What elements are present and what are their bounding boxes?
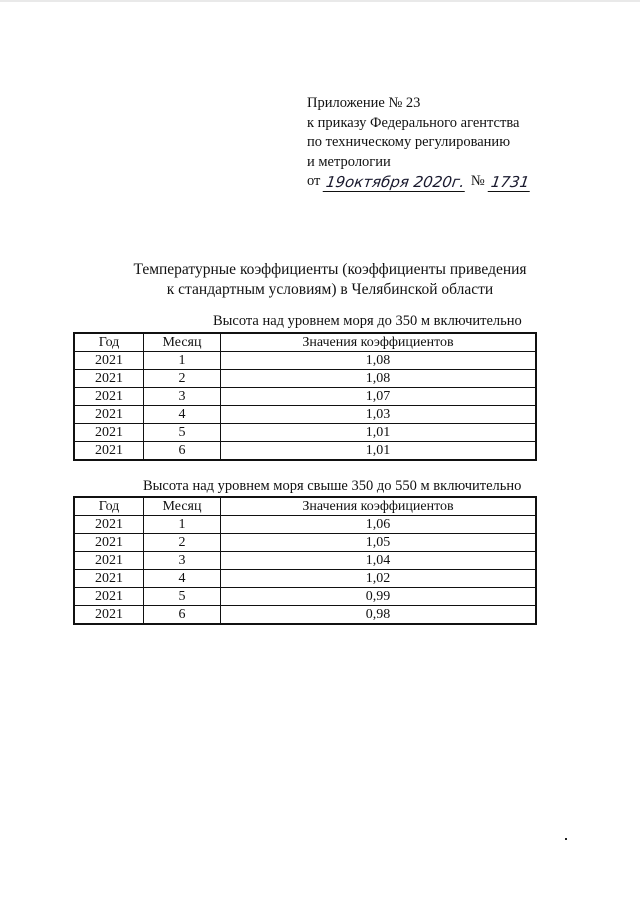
cell-month: 2 xyxy=(144,370,221,388)
handwritten-date: 19октября 2020г. xyxy=(323,173,468,192)
appendix-line-3: по техническому регулированию xyxy=(307,134,511,150)
table-row xyxy=(74,352,536,370)
table-row xyxy=(74,406,536,424)
cell-year: 2021 xyxy=(74,570,144,588)
table-row xyxy=(74,606,536,625)
number-label: № xyxy=(470,173,485,189)
header-month: Месяц xyxy=(144,333,221,352)
header-month: Месяц xyxy=(144,497,221,516)
from-label: от xyxy=(307,173,321,189)
cell-year: 2021 xyxy=(74,552,144,570)
table-row xyxy=(74,424,536,442)
header-value: Значения коэффициентов xyxy=(221,333,537,352)
coefficients-table-1 xyxy=(73,332,537,461)
cell-month: 3 xyxy=(144,388,221,406)
handwritten-order-number: 1731 xyxy=(487,173,532,192)
cell-month: 1 xyxy=(144,516,221,534)
cell-year: 2021 xyxy=(74,388,144,406)
cell-value: 1,03 xyxy=(221,406,537,424)
table-row xyxy=(74,516,536,534)
table-header-row xyxy=(74,333,536,352)
scan-top-edge xyxy=(0,0,640,2)
cell-year: 2021 xyxy=(74,516,144,534)
header-year: Год xyxy=(74,333,144,352)
cell-value: 1,01 xyxy=(221,442,537,461)
title-line-2: к стандартным условиям) в Челябинской области xyxy=(166,281,494,298)
cell-month: 2 xyxy=(144,534,221,552)
header-year: Год xyxy=(74,497,144,516)
appendix-line-2: к приказу Федерального агентства xyxy=(307,114,520,131)
cell-year: 2021 xyxy=(74,534,144,552)
cell-month: 5 xyxy=(144,424,221,442)
table-row xyxy=(74,552,536,570)
scan-speck xyxy=(565,838,567,840)
cell-month: 6 xyxy=(144,442,221,461)
table-2-caption: Высота над уровнем моря свыше 350 до 550 м включительно xyxy=(143,478,522,494)
cell-value: 1,01 xyxy=(221,424,537,442)
table-row xyxy=(74,534,536,552)
cell-year: 2021 xyxy=(74,588,144,606)
title-line-1: Температурные коэффициенты (коэффициенты приведения xyxy=(133,261,527,278)
table-row xyxy=(74,570,536,588)
header-value: Значения коэффициентов xyxy=(221,497,537,516)
cell-value: 1,08 xyxy=(221,370,537,388)
appendix-block xyxy=(307,94,531,192)
cell-year: 2021 xyxy=(74,370,144,388)
table-1-caption: Высота над уровнем моря до 350 м включительно xyxy=(213,313,522,329)
appendix-line-4: и метрологии xyxy=(307,153,391,170)
coefficients-table-2 xyxy=(73,496,537,625)
table-row xyxy=(74,442,536,461)
cell-value: 1,07 xyxy=(221,388,537,406)
cell-month: 4 xyxy=(144,570,221,588)
order-date-line xyxy=(307,172,531,192)
cell-month: 1 xyxy=(144,352,221,370)
cell-value: 1,02 xyxy=(221,570,537,588)
cell-year: 2021 xyxy=(74,442,144,461)
cell-year: 2021 xyxy=(74,424,144,442)
cell-month: 5 xyxy=(144,588,221,606)
cell-value: 0,98 xyxy=(221,606,537,625)
cell-month: 3 xyxy=(144,552,221,570)
table-header-row xyxy=(74,497,536,516)
cell-year: 2021 xyxy=(74,406,144,424)
table-row xyxy=(74,388,536,406)
table-row xyxy=(74,588,536,606)
cell-month: 4 xyxy=(144,406,221,424)
table-row xyxy=(74,370,536,388)
cell-month: 6 xyxy=(144,606,221,625)
appendix-line-1: Приложение № 23 xyxy=(307,95,421,111)
document-title xyxy=(110,260,550,300)
cell-year: 2021 xyxy=(74,352,144,370)
cell-value: 1,08 xyxy=(221,352,537,370)
cell-year: 2021 xyxy=(74,606,144,625)
cell-value: 1,06 xyxy=(221,516,537,534)
cell-value: 1,04 xyxy=(221,552,537,570)
cell-value: 1,05 xyxy=(221,534,537,552)
cell-value: 0,99 xyxy=(221,588,537,606)
